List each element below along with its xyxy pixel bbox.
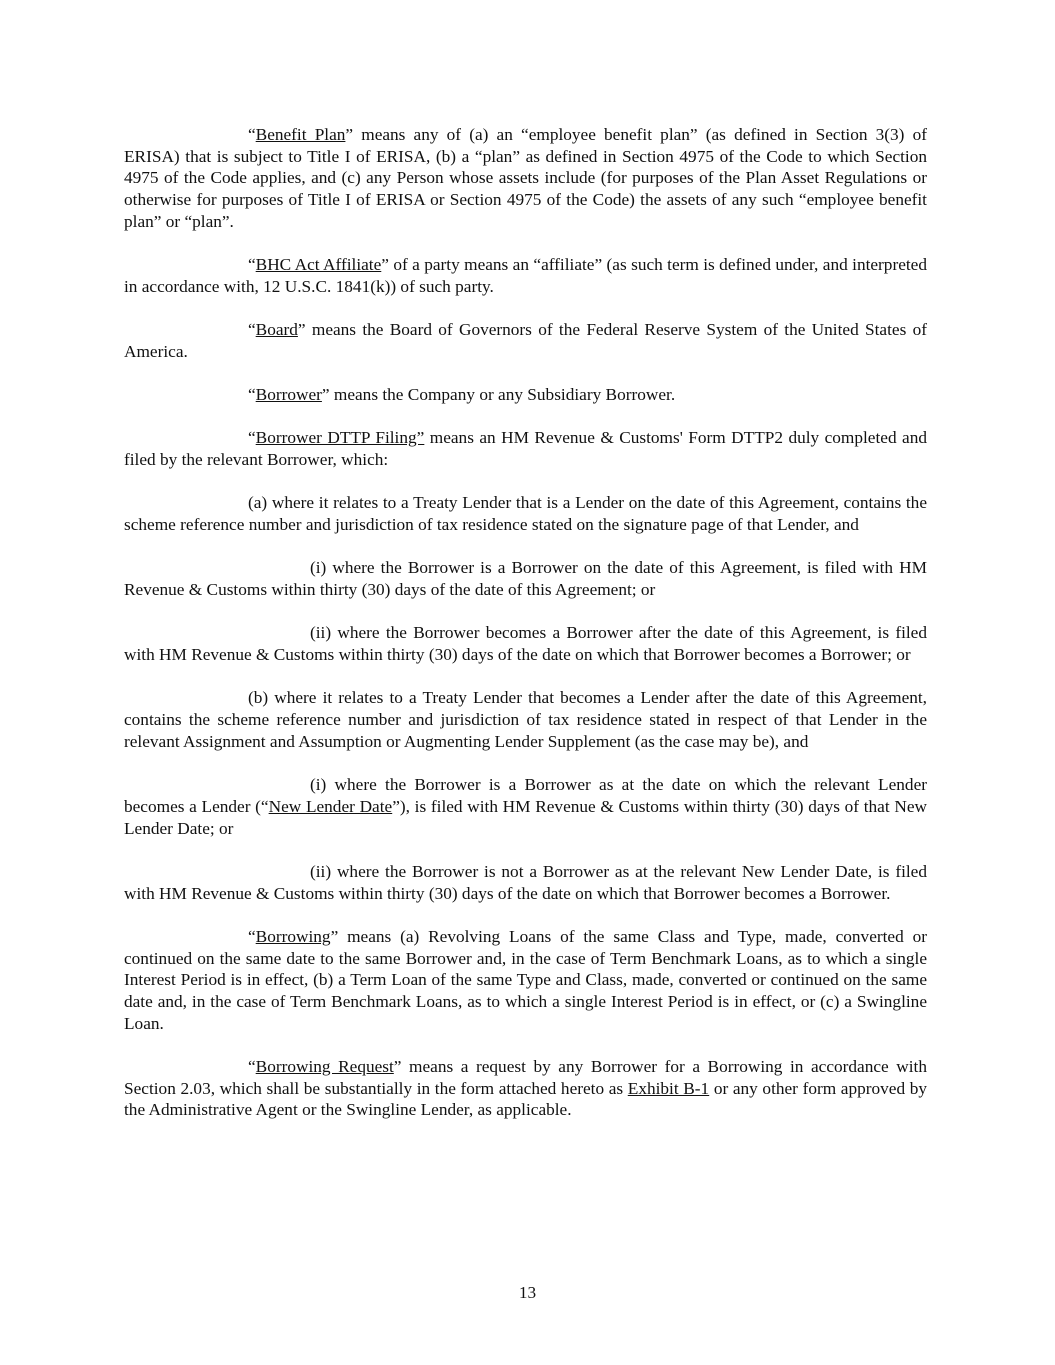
definition-borrowing [124, 926, 927, 1035]
clause-text: (i) where the Borrower is a Borrower as at the date on which the relevant Lender becomes a Lender (“ [124, 775, 927, 816]
definition-benefit-plan [124, 124, 927, 233]
definition-text: ” means a request by any Borrower for a Borrowing in accordance with Section 2.03, which shall be substantially in the form attached hereto as [124, 1056, 927, 1098]
clause-b-ii: (ii) where the Borrower is not a Borrower as at the relevant New Lender Date, is filed with HM Revenue & Customs within thirty (30) days of the date on which that Borrower becomes a Borrower. [124, 861, 927, 903]
clause-b-i [124, 774, 927, 839]
defined-term: BHC Act Affiliate [255, 255, 382, 275]
open-quote: “ [248, 385, 256, 405]
definition-borrower [124, 384, 927, 406]
defined-term: Benefit Plan [255, 125, 346, 144]
open-quote: “ [248, 1056, 256, 1076]
open-quote: “ [248, 255, 256, 275]
defined-term: Borrower [255, 385, 322, 405]
definition-bhc-act-affiliate [124, 254, 927, 297]
open-quote: “ [248, 428, 256, 448]
page-number: 13 [518, 1283, 537, 1302]
clause-a-ii: (ii) where the Borrower becomes a Borrower after the date of this Agreement, is filed with HM Revenue & Customs within thirty (30) days of the date on which that Borrower becomes a Borrower; or [124, 623, 927, 665]
definition-text: ” means any of (a) an “employee benefit plan” (as defined in Section 3(3) of ERISA) that is subject to Title I of ERISA, (b) a “plan” as defined in Section 4975 of the Code to which Section 4975 of the Code applies, and (c) any Person whose assets include (for purposes of the Plan Asset Regulations or otherwise for purposes of Title I of ERISA or Section 4975 of the Code) the assets of any such “employee benefit plan” or “plan”. [124, 125, 927, 231]
defined-term: Borrowing [255, 926, 331, 946]
defined-term: Borrower DTTP Filing” [255, 428, 425, 448]
definition-text: ” of a party means an “affiliate” (as such term is defined under, and interpreted in accordance with, 12 U.S.C. 1841(k)) of such party. [124, 255, 927, 296]
open-quote: “ [248, 125, 256, 144]
open-quote: “ [248, 320, 256, 340]
open-quote: “ [248, 926, 256, 946]
definition-borrower-dttp-filing [124, 427, 927, 470]
clause-text: ”), is filed with HM Revenue & Customs within thirty (30) days of that New Lender Date; or [124, 796, 927, 838]
clause-b: (b) where it relates to a Treaty Lender that becomes a Lender after the date of this Agreement, contains the scheme reference number and jurisdiction of tax residence stated in respect of that Lender in the relevant Assignment and Assumption or Augmenting Lender Supplement (as the case may be), and [124, 688, 927, 751]
definition-board [124, 319, 927, 362]
definition-text: means an HM Revenue & Customs' Form DTTP2 duly completed and filed by the relevant Borrower, which: [124, 428, 927, 470]
definition-text: or any other form approved by the Administrative Agent or the Swingline Lender, as applicable. [124, 1078, 927, 1120]
exhibit-reference: Exhibit B-1 [627, 1078, 710, 1098]
definition-text: ” means the Board of Governors of the Federal Reserve System of the United States of America. [124, 320, 927, 361]
definition-borrowing-request [124, 1056, 927, 1121]
defined-term-new-lender-date: New Lender Date [268, 796, 393, 816]
definition-text: ” means (a) Revolving Loans of the same Class and Type, made, converted or continued on the same date to the same Borrower and, in the case of Term Benchmark Loans, as to which a single Interest Period is in effect, (b) a Term Loan of the same Type and Class, made, converted or continued on the same date and, in the case of Term Benchmark Loans, as to which a single Interest Period is in effect, or (c) a Swingline Loan. [124, 926, 927, 1033]
defined-term: Borrowing Request [255, 1056, 394, 1076]
clause-a: (a) where it relates to a Treaty Lender that is a Lender on the date of this Agreement, contains the scheme reference number and jurisdiction of tax residence stated on the signature page of that Lender, and [124, 493, 927, 535]
defined-term: Board [255, 320, 298, 340]
definition-text: ” means the Company or any Subsidiary Borrower. [321, 385, 676, 405]
clause-a-i: (i) where the Borrower is a Borrower on the date of this Agreement, is filed with HM Revenue & Customs within thirty (30) days of the date of this Agreement; or [124, 558, 927, 600]
